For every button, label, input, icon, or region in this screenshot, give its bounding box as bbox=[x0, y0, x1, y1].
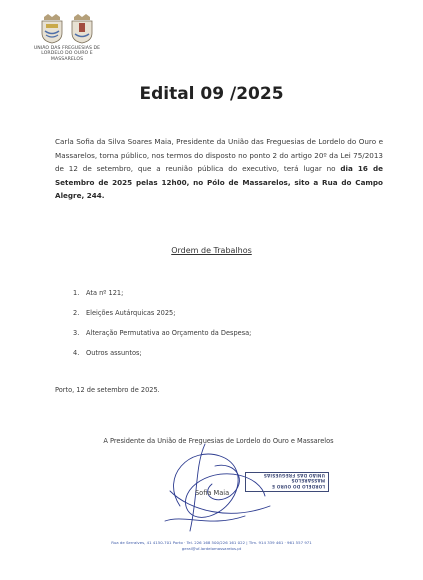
page-footer bbox=[0, 540, 423, 553]
footer-address: Rua de Serralves, 41 4150-701 Porto · Tel. 226 168 500/226 161 022 | Tlm. 914 339 461 · 961 557 971 bbox=[111, 540, 312, 545]
coat-of-arms-pair bbox=[29, 14, 105, 44]
agenda-item-text: Outros assuntos; bbox=[86, 349, 142, 357]
org-name bbox=[29, 46, 105, 62]
agenda-item bbox=[73, 289, 373, 309]
agenda-item-text: Eleições Autárquicas 2025; bbox=[86, 309, 176, 317]
coat-of-arms-right-icon bbox=[70, 14, 94, 44]
agenda-item bbox=[73, 329, 373, 349]
agenda-item-text: Alteração Permutativa ao Orçamento da Despesa; bbox=[86, 329, 252, 337]
signer-name: Sofia Maia bbox=[195, 489, 230, 497]
agenda-item-number: 2. bbox=[73, 309, 80, 317]
stamp-line1: LORDELO DO OURO E MASSARELOS bbox=[271, 478, 325, 489]
agenda-item-number: 3. bbox=[73, 329, 80, 337]
agenda-item bbox=[73, 309, 373, 329]
org-name-line2: LORDELO DO OURO E MASSARELOS bbox=[41, 51, 93, 62]
stamp-line2: UNIÃO DAS FREGUESIAS bbox=[263, 472, 325, 478]
coat-of-arms-left-icon bbox=[40, 14, 64, 44]
agenda-heading: Ordem de Trabalhos bbox=[171, 246, 252, 255]
agenda-item-number: 4. bbox=[73, 349, 80, 357]
agenda-item-number: 1. bbox=[73, 289, 80, 297]
agenda-item bbox=[73, 349, 373, 369]
footer-email: geral@uf-lordelomassarelos.pt bbox=[181, 546, 242, 552]
agenda-item-text: Ata nº 121; bbox=[86, 289, 124, 297]
date-line: Porto, 12 de setembro de 2025. bbox=[55, 386, 160, 394]
edital-title: Edital 09 /2025 bbox=[139, 84, 284, 104]
agenda-list bbox=[73, 289, 373, 369]
body-text-regular: Carla Sofia da Silva Soares Maia, Presidente da União das Freguesias de Lordelo do Ouro e Massarelos, torna público, nos termos do disposto no ponto 2 do artigo 20º da Lei 75/2013 de 12 de setembro, que a reunião pública do executivo, terá lugar no bbox=[55, 137, 383, 173]
signer-title: A Presidente da União de Freguesias de Lordelo do Ouro e Massarelos bbox=[103, 437, 334, 445]
org-logo bbox=[29, 14, 105, 62]
edital-body bbox=[55, 135, 383, 203]
body-text-bold: dia 16 de Setembro de 2025 pelas 12h00, no Pólo de Massarelos, sito a Rua do Campo Alegre, 244. bbox=[55, 164, 383, 200]
org-name-line1: UNIÃO DAS FREGUESIAS DE bbox=[33, 46, 101, 51]
official-stamp bbox=[245, 472, 329, 492]
